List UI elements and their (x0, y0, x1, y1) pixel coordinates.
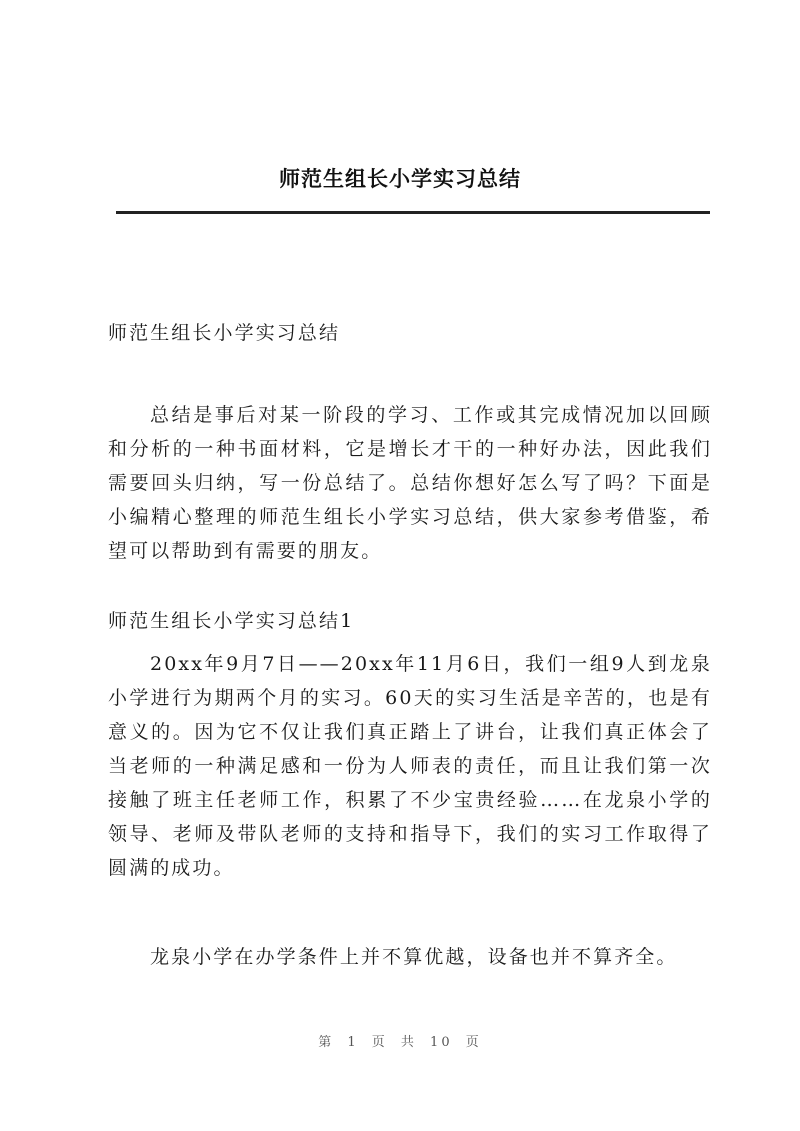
title-divider (116, 211, 710, 214)
section-heading: 师范生组长小学实习总结1 (108, 610, 355, 632)
document-title: 师范生组长小学实习总结 (279, 166, 521, 191)
intro-paragraph: 总结是事后对某一阶段的学习、工作或其完成情况加以回顾和分析的一种书面材料，它是增长才干的一种好办法，因此我们需要回头归纳，写一份总结了。总结你想好怎么写了吗？下面是小编精心整理的师范生组长小学实习总结，供大家参考借鉴，希望可以帮助到有需要的朋友。 (108, 404, 712, 562)
page-footer: 第 1 页 共 10 页 (318, 1035, 482, 1050)
section-paragraph-2: 龙泉小学在办学条件上并不算优越，设备也并不算齐全。 (150, 946, 678, 968)
section-paragraph-1: 20xx年9月7日——20xx年11月6日，我们一组9人到龙泉小学进行为期两个月的实习。60天的实习生活是辛苦的，也是有意义的。因为它不仅让我们真正踏上了讲台，让我们真正体会了当老师的一种满足感和一份为人师表的责任，而且让我们第一次接触了班主任老师工作，积累了不少宝贵经验……在龙泉小学的领导、老师及带队老师的支持和指导下，我们的实习工作取得了圆满的成功。 (108, 653, 712, 879)
document-subtitle: 师范生组长小学实习总结 (108, 322, 341, 344)
